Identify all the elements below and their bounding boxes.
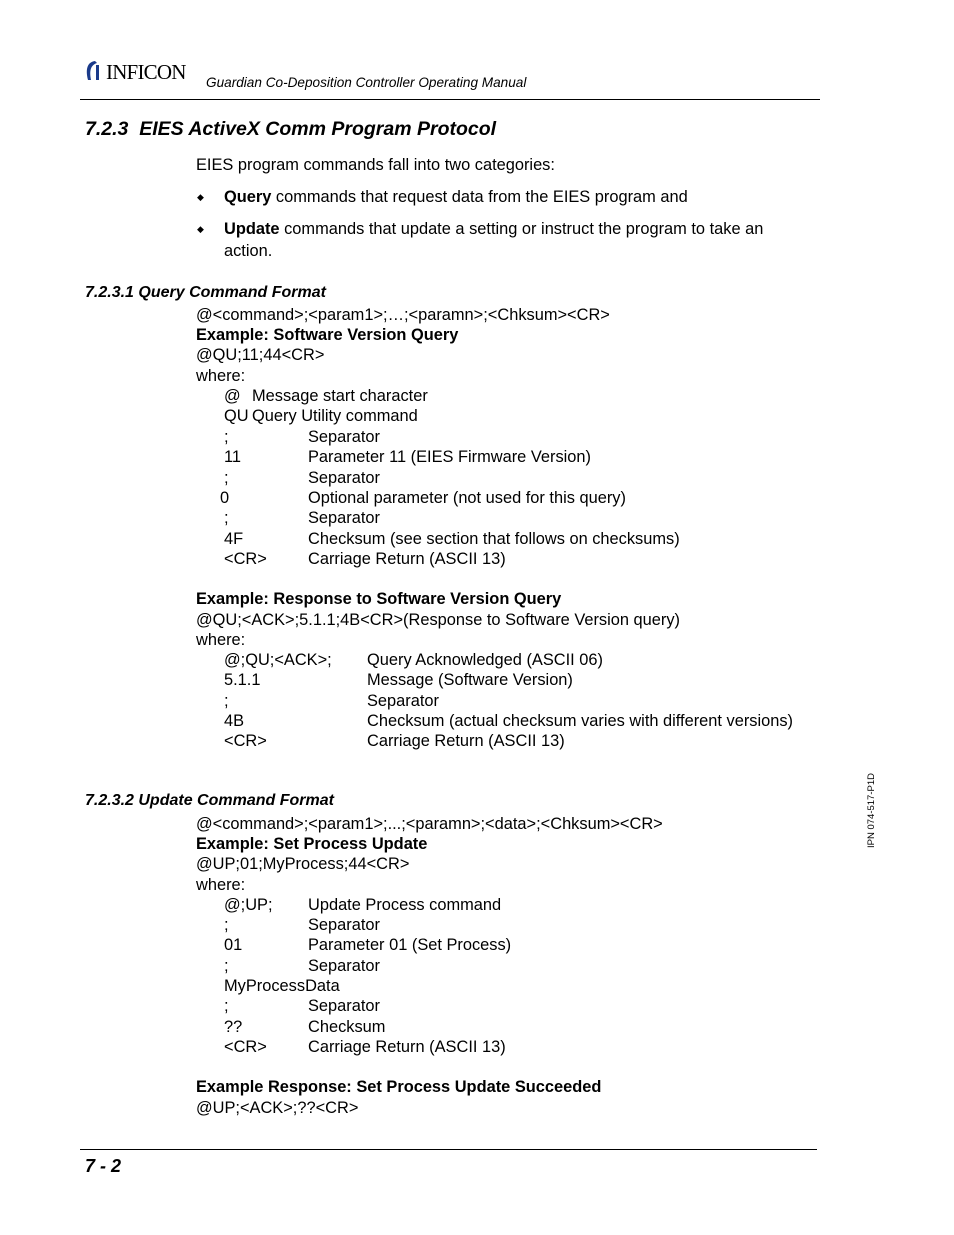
u-key: <CR> [224, 1038, 267, 1056]
bullet-diamond-icon: ◆ [197, 192, 204, 202]
q1-val: Query Utility command [252, 407, 418, 425]
q1-key: ; [224, 509, 229, 527]
q1-val: Optional parameter (not used for this query) [308, 489, 626, 507]
q1-val: Parameter 11 (EIES Firmware Version) [308, 448, 591, 466]
q2-val: Message (Software Version) [367, 671, 573, 689]
q2-val: Query Acknowledged (ASCII 06) [367, 651, 603, 669]
q1-val: Separator [308, 469, 380, 487]
q2-key: 5.1.1 [224, 671, 261, 689]
q2-key: ; [224, 692, 229, 710]
q1-val: Carriage Return (ASCII 13) [308, 550, 506, 568]
header-divider [80, 99, 820, 100]
query-example1-title: Example: Software Version Query [196, 326, 459, 344]
section-heading [85, 118, 496, 141]
query-heading: 7.2.3.1 Query Command Format [85, 284, 326, 301]
u-key: ; [224, 916, 229, 934]
q1-val: Message start character [252, 387, 428, 405]
u-val: Separator [308, 916, 380, 934]
bullet-update: Update commands that update a setting or instruct the program to take an [224, 220, 764, 238]
q2-val: Carriage Return (ASCII 13) [367, 732, 565, 750]
update-format: @<command>;<param1>;...;<paramn>;<data>;<Chksum><CR> [196, 815, 663, 833]
q2-key: <CR> [224, 732, 267, 750]
intro-text: EIES program commands fall into two categories: [196, 156, 555, 174]
q1-key: 11 [224, 448, 242, 466]
u-val: Separator [308, 997, 380, 1015]
u-key: ; [224, 957, 229, 975]
manual-title: Guardian Co-Deposition Controller Operating Manual [206, 75, 527, 90]
q1-key: 4F [224, 530, 244, 548]
logo-text: INFICON [106, 60, 186, 84]
update-example2-title: Example Response: Set Process Update Succeeded [196, 1078, 602, 1096]
q1-key: @ [224, 387, 241, 405]
q1-key: 0 [220, 489, 230, 507]
q2-val: Separator [367, 692, 439, 710]
query-where: where: [196, 367, 246, 385]
update-where: where: [196, 876, 246, 894]
query-where-2: where: [196, 631, 246, 649]
u-val: Carriage Return (ASCII 13) [308, 1038, 506, 1056]
q1-val: Checksum (see section that follows on checksums) [308, 530, 680, 548]
page-number: 7 - 2 [85, 1156, 122, 1176]
u-row-myprocess: MyProcessData [224, 977, 340, 995]
bullet-query: Query commands that request data from the EIES program and [224, 188, 688, 206]
query-example2-cmd: @QU;<ACK>;5.1.1;4B<CR>(Response to Software Version query) [196, 611, 681, 629]
q1-val: Separator [308, 509, 380, 527]
update-example2-cmd: @UP;<ACK>;??<CR> [196, 1099, 359, 1117]
u-key: ; [224, 997, 229, 1015]
u-val: Checksum [308, 1018, 386, 1036]
update-example1-cmd: @UP;01;MyProcess;44<CR> [196, 855, 410, 873]
query-format: @<command>;<param1>;…;<paramn>;<Chksum><CR> [196, 306, 610, 324]
section-number: 7.2.3 [85, 118, 129, 140]
u-val: Separator [308, 957, 380, 975]
u-key: ?? [224, 1018, 243, 1036]
query-example1-cmd: @QU;11;44<CR> [196, 346, 325, 364]
u-val: Update Process command [308, 896, 502, 914]
u-val: Parameter 01 (Set Process) [308, 936, 512, 954]
q2-key: 4B [224, 712, 245, 730]
q1-val: Separator [308, 428, 380, 446]
inficon-logo-mark-icon [82, 59, 104, 83]
update-example1-title: Example: Set Process Update [196, 835, 428, 853]
q2-key: @;QU;<ACK>; [224, 651, 332, 669]
bullet-diamond-icon: ◆ [197, 224, 204, 234]
query-example2-title: Example: Response to Software Version Query [196, 590, 562, 608]
ipn-side-label: IPN 074-517-P1D [866, 773, 877, 848]
bullet-update-cont: action. [224, 242, 273, 260]
u-key: @;UP; [224, 896, 273, 914]
q1-key: ; [224, 428, 229, 446]
update-heading: 7.2.3.2 Update Command Format [85, 792, 334, 809]
q1-key: ; [224, 469, 229, 487]
q1-key: QU [224, 407, 249, 425]
q1-key: <CR> [224, 550, 267, 568]
u-key: 01 [224, 936, 243, 954]
q2-val: Checksum (actual checksum varies with different versions) [367, 712, 794, 730]
section-title: EIES ActiveX Comm Program Protocol [139, 118, 497, 140]
footer-divider [80, 1149, 817, 1150]
